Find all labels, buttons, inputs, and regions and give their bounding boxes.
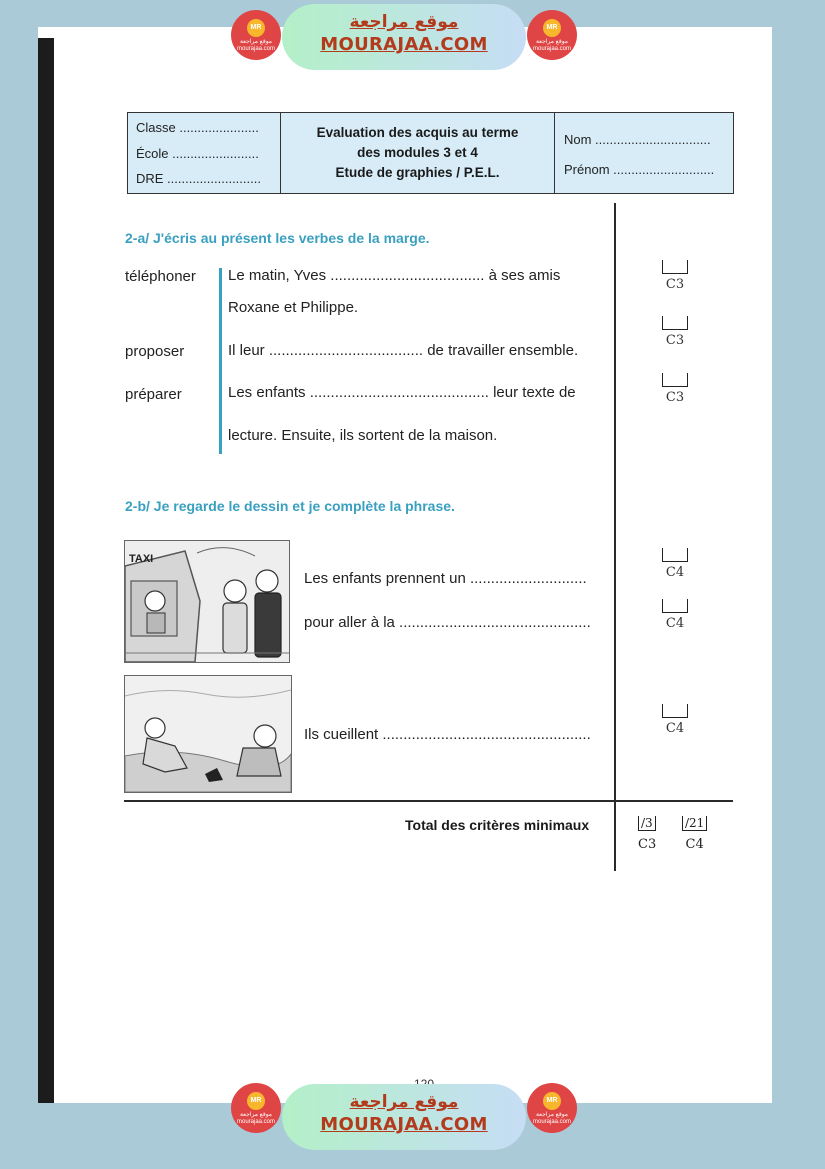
total-label: Total des critères minimaux: [405, 817, 590, 833]
criterion-checkbox[interactable]: C3: [655, 373, 695, 405]
prenom-field: Prénom ............................: [564, 162, 715, 177]
title-line-3: Etude de graphies / P.E.L.: [335, 165, 500, 180]
site-logo-right-icon: MR موقع مراجعة mourajaa.com: [527, 1083, 577, 1133]
site-banner-bottom[interactable]: [282, 1084, 526, 1150]
name-cell: [556, 113, 733, 193]
site-domain: MOURAJAA.COM: [320, 1114, 488, 1135]
site-logo-right-icon: MR موقع مراجعة mourajaa.com: [527, 10, 577, 60]
exercise-b-line-2[interactable]: pour aller à la ..............................................: [304, 614, 591, 631]
verb-preparer: préparer: [125, 386, 182, 403]
criterion-checkbox[interactable]: C4: [655, 599, 695, 631]
page-spine: [38, 38, 54, 1103]
site-banner-top[interactable]: [282, 4, 526, 70]
exercise-a-line-2: Roxane et Philippe.: [228, 299, 359, 316]
student-info-cell: [128, 113, 281, 193]
header-box: [127, 112, 734, 194]
site-arabic-name: موقع مراجعة: [349, 12, 459, 32]
section-a-title: 2-a/ J'écris au présent les verbes de la marge.: [125, 230, 430, 246]
taxi-sign: TAXI: [129, 553, 154, 565]
verb-telephoner: téléphoner: [125, 268, 196, 285]
exercise-a-line-5: lecture. Ensuite, ils sortent de la maison.: [228, 427, 498, 444]
exercise-b-line-1[interactable]: Les enfants prennent un ............................: [304, 570, 587, 587]
site-arabic-name: موقع مراجعة: [349, 1092, 459, 1112]
exercise-a-line-3[interactable]: Il leur ..................................... de travailler ensemble.: [228, 342, 579, 359]
exercise-a-line-4[interactable]: Les enfants ........................................... leur texte de: [228, 384, 576, 401]
criterion-checkbox[interactable]: C4: [655, 548, 695, 580]
title-line-1: Evaluation des acquis au terme: [316, 125, 519, 140]
picking-illustration: [124, 675, 292, 793]
c4-score-box[interactable]: /21 C4: [682, 816, 707, 852]
criteria-divider: [614, 203, 616, 871]
site-logo-left-icon: MR موقع مراجعة mourajaa.com: [231, 10, 281, 60]
margin-bar: [219, 268, 222, 454]
title-line-2: des modules 3 et 4: [357, 145, 478, 160]
ecole-field: École ........................: [136, 146, 259, 161]
site-logo-left-icon: MR موقع مراجعة mourajaa.com: [231, 1083, 281, 1133]
exercise-b-line-3[interactable]: Ils cueillent ..................................................: [304, 726, 591, 743]
exercise-a-line-1[interactable]: Le matin, Yves ..................................... à ses amis: [228, 267, 561, 284]
criterion-checkbox[interactable]: C3: [655, 316, 695, 348]
taxi-illustration: [124, 540, 290, 663]
criterion-checkbox[interactable]: C3: [655, 260, 695, 292]
c3-score-box[interactable]: /3 C3: [638, 816, 657, 852]
verb-proposer: proposer: [125, 343, 185, 360]
picking-drawing: [125, 676, 291, 792]
title-cell: [281, 113, 555, 193]
criterion-checkbox[interactable]: C4: [655, 704, 695, 736]
classe-field: Classe ......................: [136, 120, 259, 135]
site-domain: MOURAJAA.COM: [320, 34, 488, 55]
dre-field: DRE ..........................: [136, 171, 261, 186]
section-b-title: 2-b/ Je regarde le dessin et je complète la phrase.: [125, 498, 455, 514]
total-divider: [124, 800, 733, 802]
nom-field: Nom ................................: [564, 132, 711, 147]
